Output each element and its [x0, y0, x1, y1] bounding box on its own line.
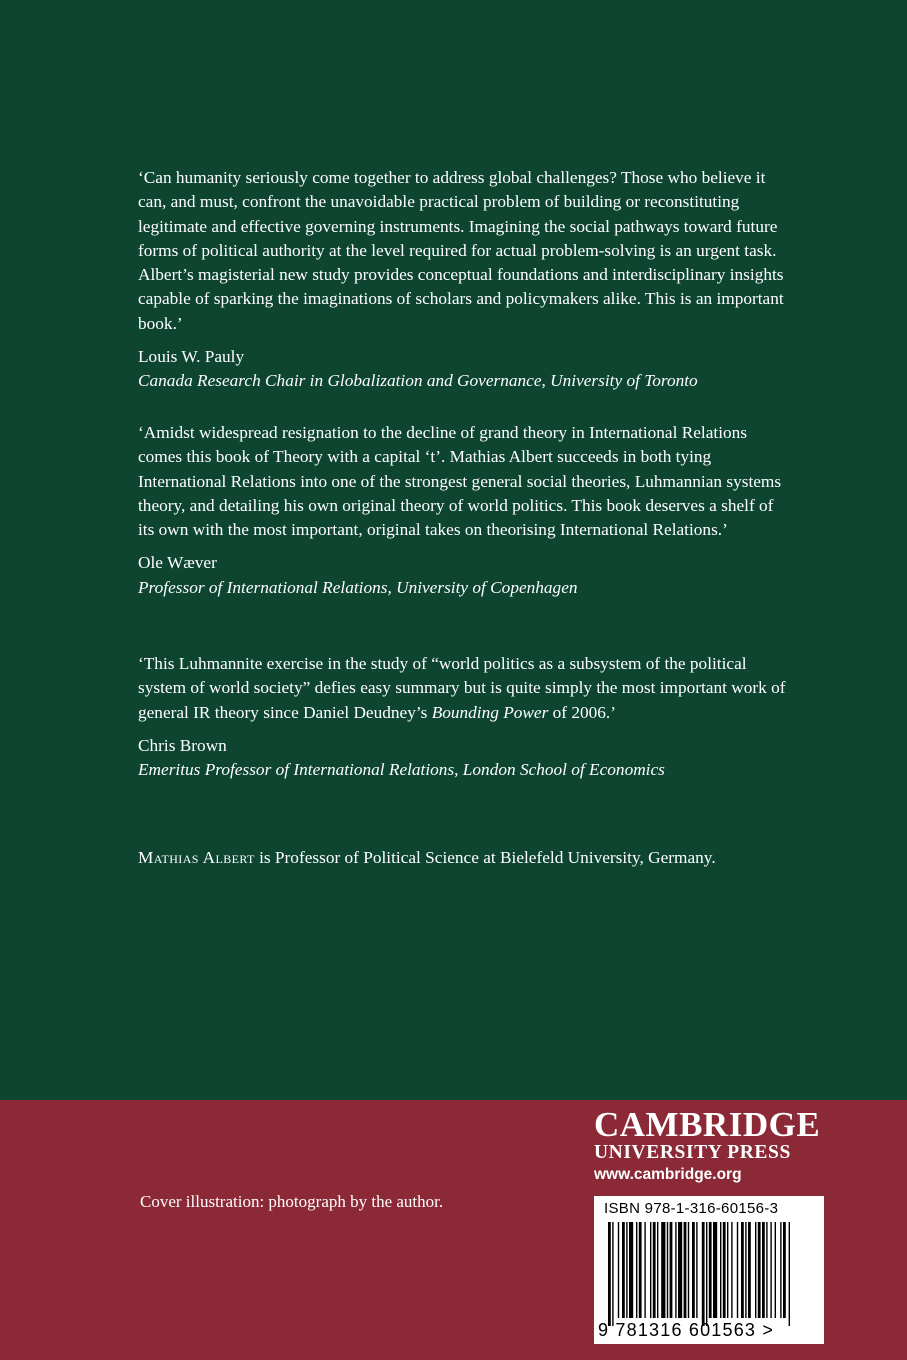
barcode-bar — [626, 1222, 627, 1318]
blurb-quote-end: of 2006.’ — [548, 702, 617, 722]
author-bio-text: is Professor of Political Science at Bielefeld University, Germany. — [254, 848, 716, 867]
barcode-bar — [745, 1222, 746, 1318]
barcode-bar — [696, 1222, 697, 1318]
author-bio — [138, 846, 818, 870]
blurb-author-title: Emeritus Professor of International Relations, London School of Economics — [138, 760, 665, 780]
barcode-bar — [678, 1222, 682, 1318]
barcode-bar — [762, 1222, 765, 1318]
blurb-author: Chris Brown — [138, 735, 227, 755]
publisher-logo — [594, 1106, 826, 1186]
barcode-bar — [657, 1222, 658, 1318]
barcode-bar — [618, 1222, 619, 1318]
publisher-subname: UNIVERSITY PRESS — [594, 1142, 791, 1163]
barcode-bar — [727, 1222, 728, 1318]
isbn-barcode — [594, 1196, 824, 1344]
blurb-author: Ole Wæver — [138, 553, 217, 573]
barcode-bar — [713, 1222, 717, 1318]
barcode-bar — [639, 1222, 642, 1318]
blurb-author-title: Professor of International Relations, University of Copenhagen — [138, 577, 578, 597]
book-title-reference: Bounding Power — [431, 702, 549, 722]
barcode-bar — [723, 1222, 726, 1318]
barcode-bar — [644, 1222, 645, 1318]
barcode-bar — [783, 1222, 786, 1318]
blurb-quote-start: ‘This Luhmannite exercise in the study of “world politics as a subsystem of the political system of world society” defies easy summary but is quite simply the most important work of general IR theory since Daniel Deudney’s — [138, 654, 786, 722]
barcode-bar — [741, 1222, 744, 1318]
blurb-quote: ‘Amidst widespread resignation to the decline of grand theory in International Relations comes this book of Theory with a capital ‘t’. Mathias Albert succeeds in both tying International Relations into one of the strongest general social theories, Luhmannian systems theory, and detailing his own original theory of world politics. This book deserves a shelf of its own with the most important, original takes on theorising International Relations.’ — [138, 423, 782, 540]
barcode-bar — [661, 1222, 665, 1318]
barcode-bar — [789, 1222, 790, 1326]
barcode-bar — [748, 1222, 751, 1318]
blurb-author: Louis W. Pauly — [138, 347, 245, 367]
author-bio-name: Mathias Albert — [138, 848, 255, 867]
barcode-bar — [758, 1222, 761, 1318]
barcode-bar — [775, 1222, 776, 1318]
blurb-3 — [138, 652, 788, 782]
barcode-bar — [720, 1222, 721, 1318]
barcode-bar — [675, 1222, 676, 1318]
barcode-bar — [692, 1222, 695, 1318]
barcode-bar — [670, 1222, 673, 1318]
barcode-bar — [702, 1222, 705, 1326]
barcode-bar — [755, 1222, 756, 1318]
blurb-author-title: Canada Research Chair in Globalization and Governance, University of Toronto — [138, 371, 698, 391]
barcode-bar — [731, 1222, 732, 1318]
barcode-digits: 9 781316 601563 > — [598, 1320, 775, 1340]
blurb-quote: ‘Can humanity seriously come together to address global challenges? Those who believe it can, and must, confront the unavoidable practical problem of building or reconstituting legitimate and effective governing instruments. Imagining the social pathways toward future forms of political authority at the level required for actual problem-solving is an urgent task. Albert’s magisterial new study provides conceptual foundations and interdisciplinary insights capable of sparking the imaginations of scholars and policymakers alike. This is an important book.’ — [138, 168, 784, 333]
barcode-bar — [780, 1222, 781, 1318]
barcode-bar — [709, 1222, 712, 1318]
barcode-bar — [653, 1222, 656, 1318]
barcode-bar — [650, 1222, 651, 1318]
barcode-bar — [737, 1222, 738, 1318]
isbn-label: ISBN 978-1-316-60156-3 — [604, 1200, 779, 1217]
barcode-bar — [622, 1222, 625, 1318]
barcode-bar — [688, 1222, 689, 1318]
barcode-bar — [667, 1222, 668, 1318]
barcode-bar — [766, 1222, 767, 1318]
barcode-bar — [636, 1222, 637, 1318]
blurb-1 — [138, 166, 788, 394]
barcode-bar — [706, 1222, 707, 1326]
cover-credit: Cover illustration: photograph by the author. — [140, 1192, 444, 1211]
publisher-name: CAMBRIDGE — [594, 1105, 821, 1144]
blurb-2 — [138, 421, 788, 600]
barcode-bar — [684, 1222, 687, 1318]
barcode-bar — [629, 1222, 633, 1318]
publisher-website: www.cambridge.org — [594, 1166, 742, 1183]
barcode-bar — [612, 1222, 613, 1326]
barcode-bar — [770, 1222, 771, 1318]
blurb-quote — [138, 652, 788, 725]
barcode-bar — [608, 1222, 611, 1326]
